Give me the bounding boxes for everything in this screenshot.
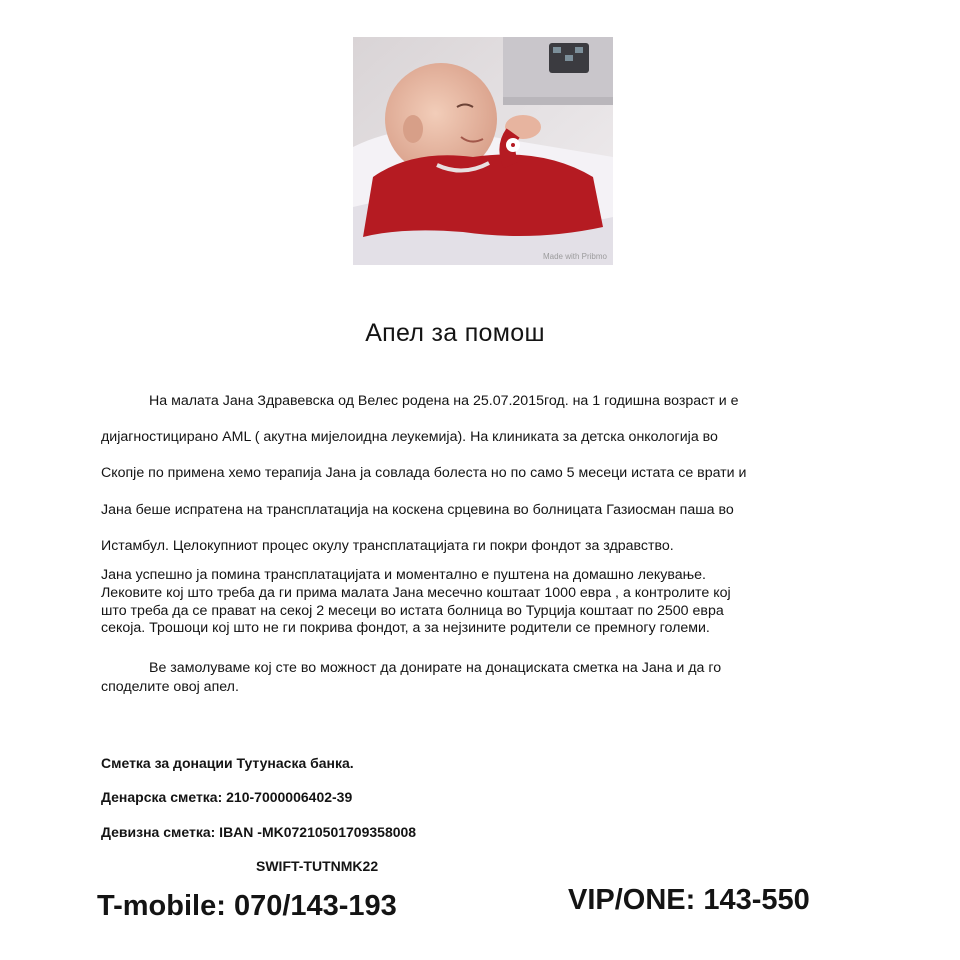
paragraph-line: Јана успешно ја помина трансплатацијата и моментално е пуштена на домашно лекување. — [101, 567, 706, 583]
photo-watermark: Made with Pribmo — [542, 252, 607, 261]
foreign-account: Девизна сметка: IBAN -MK07210501709358008 — [101, 823, 417, 840]
bank-details — [101, 746, 416, 884]
paragraph-diagnosis — [101, 383, 891, 564]
paragraph-line: Скопје по примена хемо терапија Јана ја совлада болеста но по само 5 месеци истата се врати и — [101, 465, 747, 482]
paragraph-appeal — [101, 659, 861, 697]
vip-number: VIP/ONE: 143-550 — [568, 884, 810, 916]
paragraph-line: Ве замолуваме кој сте во можност да донирате на донациската сметка на Јана и да го — [149, 660, 722, 676]
paragraph-line: Лековите кој што треба да ги прима малата Јана месечно коштаат 1000 евра , а контролите кој — [101, 584, 731, 601]
paragraph-line: Истамбул. Целокупниот процес окулу трансплатацијата ги покри фондот за здравство. — [101, 537, 674, 554]
paragraph-line: Јана беше испратена на трансплатација на коскена срцевина во болницата Газиосман паша во — [101, 501, 734, 518]
paragraph-line: дијагностицирано AML ( акутна мијелоидна леукемија). На клиниката за детска онкологија во — [101, 429, 718, 446]
swift-code: SWIFT-TUTNMK22 — [256, 858, 379, 875]
paragraph-treatment — [101, 567, 861, 638]
bank-heading: Сметка за донации Тутунаска банка. — [101, 755, 354, 771]
denar-account: Денарска сметка: 210-7000006402-39 — [101, 789, 353, 806]
paragraph-line: На малата Јана Здравевска од Велес родена на 25.07.2015год. на 1 годишна возраст и е — [149, 393, 739, 409]
paragraph-line: секоја. Трошоци кој што не ги покрива фондот, а за нејзините родители се премногу големи. — [101, 620, 710, 637]
child-photo — [353, 37, 613, 265]
tmobile-number: T-mobile: 070/143-193 — [97, 890, 397, 922]
child-photo-illustration — [353, 37, 613, 265]
page-title: Апел за помош — [365, 319, 545, 347]
paragraph-line: што треба да се прават на секој 2 месеци во истата болница во Турција коштаат по 2500 евра — [101, 602, 724, 619]
paragraph-line: споделите овој апел. — [101, 679, 239, 695]
